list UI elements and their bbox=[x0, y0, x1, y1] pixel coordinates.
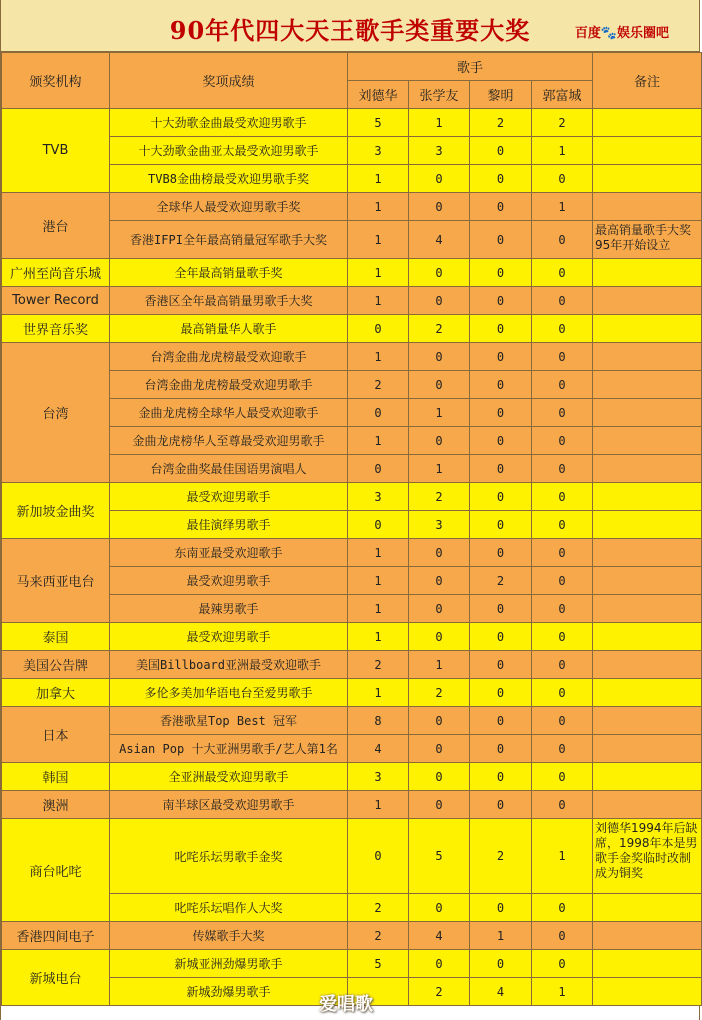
count-cell-singer-3: 2 bbox=[470, 109, 532, 137]
count-cell-singer-2: 0 bbox=[409, 763, 470, 791]
count-cell-singer-2: 0 bbox=[409, 287, 470, 315]
award-cell: 美国Billboard亚洲最受欢迎歌手 bbox=[110, 651, 348, 679]
count-cell-singer-4: 0 bbox=[532, 511, 593, 539]
count-cell-singer-4: 0 bbox=[532, 707, 593, 735]
count-cell-singer-4: 0 bbox=[532, 165, 593, 193]
header-note: 备注 bbox=[593, 53, 702, 109]
title-bar bbox=[1, 0, 699, 52]
award-cell: 金曲龙虎榜全球华人最受欢迎歌手 bbox=[110, 399, 348, 427]
award-cell: 全年最高销量歌手奖 bbox=[110, 259, 348, 287]
award-cell: 台湾金曲奖最佳国语男演唱人 bbox=[110, 455, 348, 483]
count-cell-singer-4: 0 bbox=[532, 483, 593, 511]
count-cell-singer-1: 2 bbox=[348, 371, 409, 399]
count-cell-singer-4: 0 bbox=[532, 287, 593, 315]
count-cell-singer-2: 0 bbox=[409, 894, 470, 922]
note-cell bbox=[593, 287, 702, 315]
org-cell: 加拿大 bbox=[2, 679, 110, 707]
count-cell-singer-3: 0 bbox=[470, 707, 532, 735]
page-title: 90年代四大天王歌手类重要大奖 bbox=[169, 16, 531, 45]
count-cell-singer-2: 3 bbox=[409, 511, 470, 539]
count-cell-singer-4: 0 bbox=[532, 539, 593, 567]
count-cell-singer-3: 0 bbox=[470, 763, 532, 791]
count-cell-singer-4: 0 bbox=[532, 221, 593, 259]
count-cell-singer-2: 2 bbox=[409, 679, 470, 707]
count-cell-singer-1: 1 bbox=[348, 221, 409, 259]
count-cell-singer-4: 0 bbox=[532, 371, 593, 399]
count-cell-singer-3: 0 bbox=[470, 511, 532, 539]
header-singer-1: 刘德华 bbox=[348, 81, 409, 109]
count-cell-singer-4: 0 bbox=[532, 399, 593, 427]
count-cell-singer-3: 0 bbox=[470, 595, 532, 623]
note-cell bbox=[593, 259, 702, 287]
count-cell-singer-4: 1 bbox=[532, 193, 593, 221]
count-cell-singer-3: 4 bbox=[470, 978, 532, 1006]
award-cell: 香港歌星Top Best 冠军 bbox=[110, 707, 348, 735]
org-cell: TVB bbox=[2, 109, 110, 193]
count-cell-singer-4: 0 bbox=[532, 343, 593, 371]
count-cell-singer-1: 0 bbox=[348, 819, 409, 894]
count-cell-singer-2: 1 bbox=[409, 455, 470, 483]
table-row bbox=[2, 651, 702, 679]
count-cell-singer-1: 3 bbox=[348, 137, 409, 165]
table-row bbox=[2, 315, 702, 343]
table-row bbox=[2, 707, 702, 735]
count-cell-singer-3: 0 bbox=[470, 343, 532, 371]
count-cell-singer-3: 0 bbox=[470, 651, 532, 679]
award-cell: 台湾金曲龙虎榜最受欢迎歌手 bbox=[110, 343, 348, 371]
note-cell bbox=[593, 315, 702, 343]
note-cell bbox=[593, 371, 702, 399]
count-cell-singer-3: 0 bbox=[470, 399, 532, 427]
count-cell-singer-1: 2 bbox=[348, 651, 409, 679]
count-cell-singer-4: 0 bbox=[532, 791, 593, 819]
count-cell-singer-1: 4 bbox=[348, 735, 409, 763]
count-cell-singer-4: 0 bbox=[532, 455, 593, 483]
count-cell-singer-4: 0 bbox=[532, 679, 593, 707]
count-cell-singer-2: 0 bbox=[409, 193, 470, 221]
count-cell-singer-3: 0 bbox=[470, 455, 532, 483]
award-cell: 十大劲歌金曲亚太最受欢迎男歌手 bbox=[110, 137, 348, 165]
count-cell-singer-3: 0 bbox=[470, 137, 532, 165]
count-cell-singer-3: 0 bbox=[470, 427, 532, 455]
count-cell-singer-3: 0 bbox=[470, 791, 532, 819]
count-cell-singer-1: 1 bbox=[348, 193, 409, 221]
org-cell: 港台 bbox=[2, 193, 110, 259]
count-cell-singer-4: 1 bbox=[532, 978, 593, 1006]
count-cell-singer-1: 1 bbox=[348, 539, 409, 567]
count-cell-singer-2: 2 bbox=[409, 315, 470, 343]
award-cell: 叱咤乐坛唱作人大奖 bbox=[110, 894, 348, 922]
count-cell-singer-1: 2 bbox=[348, 922, 409, 950]
count-cell-singer-2: 0 bbox=[409, 343, 470, 371]
header-org: 颁奖机构 bbox=[2, 53, 110, 109]
award-cell: 多伦多美加华语电台至爱男歌手 bbox=[110, 679, 348, 707]
count-cell-singer-4: 0 bbox=[532, 427, 593, 455]
count-cell-singer-2: 0 bbox=[409, 735, 470, 763]
note-cell bbox=[593, 109, 702, 137]
award-cell: 最佳演绎男歌手 bbox=[110, 511, 348, 539]
award-cell: 东南亚最受欢迎歌手 bbox=[110, 539, 348, 567]
table-row bbox=[2, 791, 702, 819]
table-row bbox=[2, 343, 702, 371]
note-cell: 刘德华1994年后缺席，1998年本是男歌手金奖临时改制成为铜奖 bbox=[593, 819, 702, 894]
count-cell-singer-2: 0 bbox=[409, 427, 470, 455]
note-cell bbox=[593, 193, 702, 221]
note-cell bbox=[593, 651, 702, 679]
org-cell: 澳洲 bbox=[2, 791, 110, 819]
count-cell-singer-2: 2 bbox=[409, 483, 470, 511]
count-cell-singer-3: 1 bbox=[470, 922, 532, 950]
table-row bbox=[2, 623, 702, 651]
count-cell-singer-2: 0 bbox=[409, 791, 470, 819]
award-cell: 全球华人最受欢迎男歌手奖 bbox=[110, 193, 348, 221]
count-cell-singer-1: 1 bbox=[348, 165, 409, 193]
count-cell-singer-4: 0 bbox=[532, 567, 593, 595]
count-cell-singer-4: 1 bbox=[532, 819, 593, 894]
note-cell bbox=[593, 539, 702, 567]
award-cell: 传媒歌手大奖 bbox=[110, 922, 348, 950]
note-cell bbox=[593, 567, 702, 595]
count-cell-singer-2: 0 bbox=[409, 707, 470, 735]
count-cell-singer-1: 1 bbox=[348, 343, 409, 371]
count-cell-singer-4: 1 bbox=[532, 137, 593, 165]
org-cell: 世界音乐奖 bbox=[2, 315, 110, 343]
org-cell: 广州至尚音乐城 bbox=[2, 259, 110, 287]
award-cell: 香港IFPI全年最高销量冠军歌手大奖 bbox=[110, 221, 348, 259]
count-cell-singer-2: 0 bbox=[409, 259, 470, 287]
note-cell bbox=[593, 483, 702, 511]
org-cell: Tower Record bbox=[2, 287, 110, 315]
table-row bbox=[2, 109, 702, 137]
note-cell bbox=[593, 894, 702, 922]
award-cell: 叱咤乐坛男歌手金奖 bbox=[110, 819, 348, 894]
count-cell-singer-2: 1 bbox=[409, 399, 470, 427]
count-cell-singer-1: 1 bbox=[348, 623, 409, 651]
note-cell: 最高销量歌手大奖95年开始设立 bbox=[593, 221, 702, 259]
award-cell: 最辣男歌手 bbox=[110, 595, 348, 623]
header-singer-2: 张学友 bbox=[409, 81, 470, 109]
table-row bbox=[2, 287, 702, 315]
count-cell-singer-2: 0 bbox=[409, 165, 470, 193]
count-cell-singer-2: 0 bbox=[409, 371, 470, 399]
org-cell: 日本 bbox=[2, 707, 110, 763]
count-cell-singer-4: 0 bbox=[532, 595, 593, 623]
count-cell-singer-4: 0 bbox=[532, 259, 593, 287]
header-singers: 歌手 bbox=[348, 53, 593, 81]
count-cell-singer-4: 0 bbox=[532, 894, 593, 922]
award-cell: 金曲龙虎榜华人至尊最受欢迎男歌手 bbox=[110, 427, 348, 455]
count-cell-singer-3: 2 bbox=[470, 567, 532, 595]
award-cell: 最受欢迎男歌手 bbox=[110, 483, 348, 511]
org-cell: 泰国 bbox=[2, 623, 110, 651]
header-singer-4: 郭富城 bbox=[532, 81, 593, 109]
count-cell-singer-4: 2 bbox=[532, 109, 593, 137]
count-cell-singer-3: 0 bbox=[470, 193, 532, 221]
count-cell-singer-2: 0 bbox=[409, 623, 470, 651]
count-cell-singer-2: 4 bbox=[409, 221, 470, 259]
count-cell-singer-1: 0 bbox=[348, 511, 409, 539]
note-cell bbox=[593, 595, 702, 623]
note-cell bbox=[593, 922, 702, 950]
count-cell-singer-3: 0 bbox=[470, 894, 532, 922]
award-cell: 新城亚洲劲爆男歌手 bbox=[110, 950, 348, 978]
award-cell: Asian Pop 十大亚洲男歌手/艺人第1名 bbox=[110, 735, 348, 763]
note-cell bbox=[593, 735, 702, 763]
note-cell bbox=[593, 427, 702, 455]
watermark-top: 百度🐾娱乐圈吧 bbox=[574, 26, 669, 41]
count-cell-singer-3: 0 bbox=[470, 165, 532, 193]
note-cell bbox=[593, 679, 702, 707]
count-cell-singer-1: 0 bbox=[348, 399, 409, 427]
count-cell-singer-1: 1 bbox=[348, 595, 409, 623]
count-cell-singer-1: 5 bbox=[348, 109, 409, 137]
count-cell-singer-3: 0 bbox=[470, 623, 532, 651]
note-cell bbox=[593, 791, 702, 819]
count-cell-singer-1: 3 bbox=[348, 763, 409, 791]
org-cell: 马来西亚电台 bbox=[2, 539, 110, 623]
count-cell-singer-1: 0 bbox=[348, 315, 409, 343]
count-cell-singer-2: 0 bbox=[409, 567, 470, 595]
note-cell bbox=[593, 137, 702, 165]
count-cell-singer-1: 5 bbox=[348, 950, 409, 978]
header-award: 奖项成绩 bbox=[110, 53, 348, 109]
count-cell-singer-3: 0 bbox=[470, 259, 532, 287]
note-cell bbox=[593, 455, 702, 483]
org-cell: 香港四间电子 bbox=[2, 922, 110, 950]
note-cell bbox=[593, 623, 702, 651]
count-cell-singer-4: 0 bbox=[532, 763, 593, 791]
count-cell-singer-4: 0 bbox=[532, 651, 593, 679]
award-cell: 台湾金曲龙虎榜最受欢迎男歌手 bbox=[110, 371, 348, 399]
count-cell-singer-3: 0 bbox=[470, 950, 532, 978]
count-cell-singer-1: 0 bbox=[348, 455, 409, 483]
count-cell-singer-2: 1 bbox=[409, 109, 470, 137]
award-cell: TVB8金曲榜最受欢迎男歌手奖 bbox=[110, 165, 348, 193]
count-cell-singer-4: 0 bbox=[532, 922, 593, 950]
note-cell bbox=[593, 399, 702, 427]
count-cell-singer-4: 0 bbox=[532, 950, 593, 978]
awards-table bbox=[1, 52, 702, 1006]
table-row bbox=[2, 819, 702, 894]
count-cell-singer-1: 1 bbox=[348, 427, 409, 455]
org-cell: 台湾 bbox=[2, 343, 110, 483]
org-cell: 美国公告牌 bbox=[2, 651, 110, 679]
table-row bbox=[2, 922, 702, 950]
count-cell-singer-4: 0 bbox=[532, 623, 593, 651]
award-cell: 最高销量华人歌手 bbox=[110, 315, 348, 343]
count-cell-singer-3: 0 bbox=[470, 287, 532, 315]
org-cell: 韩国 bbox=[2, 763, 110, 791]
count-cell-singer-2: 0 bbox=[409, 950, 470, 978]
award-cell: 最受欢迎男歌手 bbox=[110, 623, 348, 651]
count-cell-singer-3: 0 bbox=[470, 735, 532, 763]
table-row bbox=[2, 950, 702, 978]
award-cell: 新城劲爆男歌手 bbox=[110, 978, 348, 1006]
count-cell-singer-3: 0 bbox=[470, 371, 532, 399]
note-cell bbox=[593, 707, 702, 735]
count-cell-singer-1: 8 bbox=[348, 707, 409, 735]
note-cell bbox=[593, 950, 702, 978]
table-row bbox=[2, 259, 702, 287]
count-cell-singer-1: 3 bbox=[348, 483, 409, 511]
count-cell-singer-1: 2 bbox=[348, 894, 409, 922]
table-row bbox=[2, 539, 702, 567]
count-cell-singer-2: 3 bbox=[409, 137, 470, 165]
award-cell: 全亚洲最受欢迎男歌手 bbox=[110, 763, 348, 791]
count-cell-singer-3: 0 bbox=[470, 679, 532, 707]
count-cell-singer-1: 1 bbox=[348, 791, 409, 819]
count-cell-singer-1: 1 bbox=[348, 679, 409, 707]
count-cell-singer-4: 0 bbox=[532, 735, 593, 763]
count-cell-singer-3: 2 bbox=[470, 819, 532, 894]
award-cell: 最受欢迎男歌手 bbox=[110, 567, 348, 595]
award-cell: 香港区全年最高销量男歌手大奖 bbox=[110, 287, 348, 315]
award-cell: 南半球区最受欢迎男歌手 bbox=[110, 791, 348, 819]
org-cell: 新城电台 bbox=[2, 950, 110, 1006]
table-row bbox=[2, 193, 702, 221]
count-cell-singer-4: 0 bbox=[532, 315, 593, 343]
header-singer-3: 黎明 bbox=[470, 81, 532, 109]
count-cell-singer-3: 0 bbox=[470, 539, 532, 567]
count-cell-singer-1: 1 bbox=[348, 287, 409, 315]
count-cell-singer-2: 2 bbox=[409, 978, 470, 1006]
table-body bbox=[2, 109, 702, 1006]
count-cell-singer-1: 1 bbox=[348, 567, 409, 595]
org-cell: 新加坡金曲奖 bbox=[2, 483, 110, 539]
note-cell bbox=[593, 511, 702, 539]
count-cell-singer-2: 0 bbox=[409, 595, 470, 623]
table-row bbox=[2, 483, 702, 511]
count-cell-singer-1: 1 bbox=[348, 259, 409, 287]
note-cell bbox=[593, 165, 702, 193]
count-cell-singer-2: 4 bbox=[409, 922, 470, 950]
award-cell: 十大劲歌金曲最受欢迎男歌手 bbox=[110, 109, 348, 137]
org-cell: 商台叱咤 bbox=[2, 819, 110, 922]
count-cell-singer-3: 0 bbox=[470, 221, 532, 259]
note-cell bbox=[593, 978, 702, 1006]
count-cell-singer-3: 0 bbox=[470, 315, 532, 343]
count-cell-singer-2: 0 bbox=[409, 539, 470, 567]
note-cell bbox=[593, 763, 702, 791]
count-cell-singer-2: 5 bbox=[409, 819, 470, 894]
count-cell-singer-2: 1 bbox=[409, 651, 470, 679]
count-cell-singer-3: 0 bbox=[470, 483, 532, 511]
note-cell bbox=[593, 343, 702, 371]
table-row bbox=[2, 679, 702, 707]
watermark-bottom: 爱唱歌 bbox=[319, 994, 373, 1015]
table-row bbox=[2, 763, 702, 791]
